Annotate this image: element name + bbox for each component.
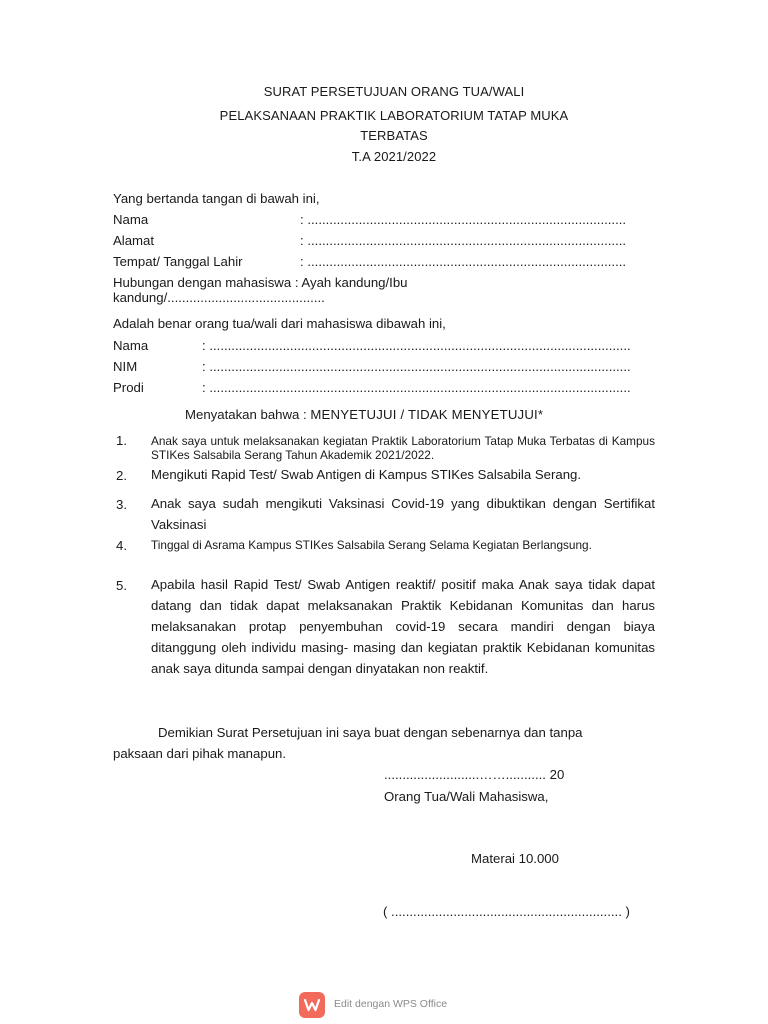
relationship-line-1: Hubungan dengan mahasiswa : Ayah kandung/Ibu	[113, 275, 408, 290]
closing-line-1: Demikian Surat Persetujuan ini saya buat dengan sebenarnya dan tanpa	[158, 725, 583, 740]
parent-birth-field: : .......................................................................................	[300, 254, 627, 269]
list-item: Apabila hasil Rapid Test/ Swab Antigen reaktif/ positif maka Anak saya tidak dapat datang dan tidak dapat melaksanakan Praktik Kebidanan Komunitas dan harus melaksanakan protap penyembuhan covid-19 secara mandiri dengan biaya ditanggung oleh individu masing- masing dan kegiatan praktik Kebidanan komunitas anak saya ditunda sampai dengan dinyatakan non reaktif.	[151, 577, 655, 676]
student-name-label: Nama	[113, 338, 149, 353]
title-line-3: TERBATAS	[360, 128, 428, 143]
student-prodi-field: : ...................................................................................................................	[202, 380, 631, 395]
student-nim-field: : ...................................................................................................................	[202, 359, 631, 374]
student-prodi-label: Prodi	[113, 380, 144, 395]
item-number: 1.	[116, 433, 127, 448]
student-name-field: : ...................................................................................................................	[202, 338, 631, 353]
parent-intro: Yang bertanda tangan di bawah ini,	[113, 191, 320, 206]
signature-name-line: ( ............................................................... )	[383, 904, 630, 919]
title-line-1: SURAT PERSETUJUAN ORANG TUA/WALI	[263, 84, 525, 99]
item-number: 3.	[116, 497, 127, 512]
item-number: 4.	[116, 538, 127, 553]
parent-address-field: : .......................................................................................	[300, 233, 627, 248]
title-line-2: PELAKSANAAN PRAKTIK LABORATORIUM TATAP MUKA	[219, 108, 569, 123]
statement	[185, 407, 543, 422]
student-intro: Adalah benar orang tua/wali dari mahasiswa dibawah ini,	[113, 316, 446, 331]
item-number: 2.	[116, 468, 127, 483]
list-item: Mengikuti Rapid Test/ Swab Antigen di Kampus STIKes Salsabila Serang.	[151, 467, 582, 482]
list-item: Anak saya sudah mengikuti Vaksinasi Covid-19 yang dibuktikan dengan Sertifikat Vaksinasi	[151, 496, 655, 532]
item-number: 5.	[116, 578, 127, 593]
signer-role: Orang Tua/Wali Mahasiswa,	[384, 789, 549, 804]
parent-name-label: Nama	[113, 212, 149, 227]
list-item: Tinggal di Asrama Kampus STIKes Salsabila Serang Selama Kegiatan Berlangsung.	[151, 538, 592, 552]
closing-line-2: paksaan dari pihak manapun.	[113, 746, 287, 761]
stamp-label: Materai 10.000	[471, 851, 559, 866]
statement-choice: MENYETUJUI / TIDAK MENYETUJUI*	[310, 407, 544, 422]
date-line: ..........................……........... 20	[384, 767, 565, 782]
title-line-4: T.A 2021/2022	[351, 149, 437, 164]
relationship-line-2: kandung/...........................................	[113, 290, 325, 305]
parent-name-field: : .......................................................................................	[300, 212, 627, 227]
student-nim-label: NIM	[113, 359, 138, 374]
parent-address-label: Alamat	[113, 233, 155, 248]
statement-prefix: Menyatakan bahwa :	[185, 407, 311, 422]
wps-office-icon	[299, 992, 325, 1018]
parent-birth-label: Tempat/ Tanggal Lahir	[113, 254, 243, 269]
list-item: Anak saya untuk melaksanakan kegiatan Praktik Laboratorium Tatap Muka Terbatas di Kampus STIKes Salsabila Serang Tahun Akademik 2021/2022.	[151, 434, 655, 462]
footer-text: Edit dengan WPS Office	[334, 998, 448, 1010]
